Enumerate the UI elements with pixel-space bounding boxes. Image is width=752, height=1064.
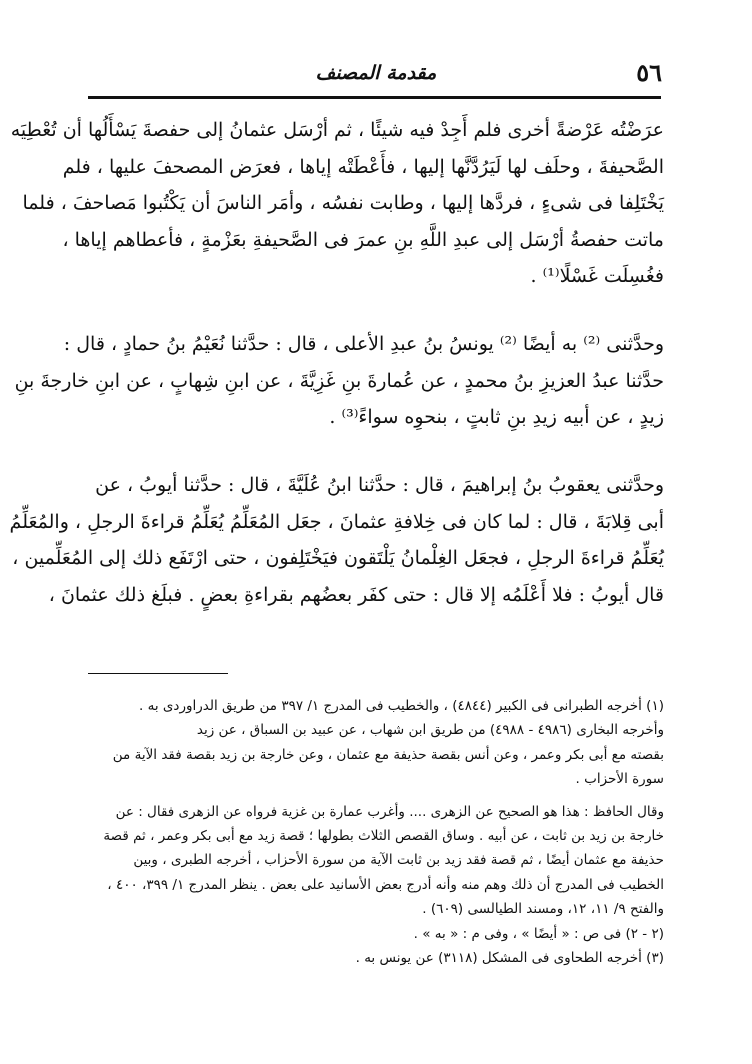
header-rule xyxy=(88,96,661,99)
footnote-line: حذيفة مع عثمان أيضًا ، ثم قصة فقد زيد بن ثابت الآية من سورة الأحزاب ، أخرجه الطبرى ، وبين xyxy=(133,852,664,869)
text-line: قال أيوبُ : فلا أَعْلَمُه إلا قال : حتى كفَر بعضُهم بقراءةِ بعضٍ . فبلَغ ذلك عثمانَ ، xyxy=(48,583,664,606)
footnote-line: (١) أخرجه الطبرانى فى الكبير (٤٨٤٤) ، والخطيب فى المدرج ١/ ٣٩٧ من طريق الدراوردى به . xyxy=(139,698,664,714)
footnote-line: الخطيب فى المدرج أن ذلك وهم منه وأنه أدرج بعض الأسانيد على بعض . ينظر المدرج ١/ ٣٩٩، ٤٠٠ ، xyxy=(107,876,664,893)
paragraph xyxy=(9,467,664,613)
text-line: أبى قِلابَةَ ، قال : لما كان فى خِلافةِ عثمانَ ، جعَل المُعَلِّمُ يُعَلِّمُ قراءةَ الرجلِ ، والمُعَلِّمُ xyxy=(9,510,664,533)
footnote-line: خارجة بن زيد بن ثابت ، عن أبيه . وساق القصص الثلاث بطولها ؛ قصة زيد مع أبى بكر وعمر ، ثم قصة xyxy=(103,827,664,844)
text-line: ماتت حفصةُ أرْسَل إلى عبدِ اللَّهِ بنِ عمرَ فى الصَّحيفةِ بعَزْمةٍ ، فأعطاهم إياها ، xyxy=(62,228,664,251)
footnote-line: وأخرجه البخارى (٤٩٨٦ - ٤٩٨٨) من طريق ابن شهاب ، عن عبيد بن السباق ، عن زيد xyxy=(196,722,664,739)
text-line: حدَّثنا عبدُ العزيزِ بنُ محمدٍ ، عن عُمارةَ بنِ غَزِيَّةَ ، عن ابنِ شِهابٍ ، عن ابنِ خارجةَ بنِ xyxy=(14,369,664,392)
text-line: يَخْتَلِفا فى شىءٍ ، فردَّها إليها ، وطابت نفسُه ، وأمَر الناسَ أن يَكْتُبوا مَصاحفَ ، فلما xyxy=(22,192,664,215)
text-line: وحدَّثنى يعقوبُ بنُ إبراهيمَ ، قال : حدَّثنا ابنُ عُلَيَّةَ ، قال : حدَّثنا أيوبُ ، عن xyxy=(95,474,664,496)
footnote-line: سورة الأحزاب . xyxy=(575,771,664,788)
text-line: وحدَّثنى ⁽²⁾ به أيضًا ⁽²⁾ يونسُ بنُ عبدِ الأعلى ، قال : حدَّثنا نُعَيْمُ بنُ حمادٍ ، قال : xyxy=(63,333,664,355)
footnotes xyxy=(88,694,664,970)
footnote-line: (٣) أخرجه الطحاوى فى المشكل (٣١١٨) عن يونس به . xyxy=(355,949,664,966)
text-line: عرَضْتُه عَرْضةً أخرى فلم أَجِدْ فيه شيئًا ، ثم أرْسَل عثمانُ إلى حفصةَ يَسْأَلُها أن تُعْطِيَه xyxy=(10,119,664,141)
text-line: زيدٍ ، عن أبيه زيدِ بنِ ثابتٍ ، بنحوِه سواءً⁽³⁾ . xyxy=(329,406,664,429)
footnote-line: وقال الحافظ : هذا هو الصحيح عن الزهرى .... وأغرب عمارة بن غزية فرواه عن الزهرى فقال : عن xyxy=(115,803,664,820)
text-line: يُعَلِّمُ قراءةَ الرجلِ ، فجعَل الغِلْمانُ يَلْتَقون فيَخْتَلِفون ، حتى ارْتَفَع ذلك إلى المُعَلِّمين ، xyxy=(12,547,664,570)
running-title: مقدمة المصنف xyxy=(315,62,437,84)
footnote-line: بقصته مع أبى بكر وعمر ، وعن أنس بقصة حذيفة مع عثمان ، وعن خارجة بن زيد بقصة فقد الآية من xyxy=(112,746,664,763)
text-line: الصَّحيفةَ ، وحلَف لها لَيَرُدَّنَّها إليها ، فأَعْطَتْه إياها ، فعرَض المصحفَ عليها ، فلم xyxy=(62,155,664,178)
footnote-separator xyxy=(88,673,228,674)
text-line: فغُسِلَت غَسْلًا⁽¹⁾ . xyxy=(530,265,664,288)
footnote-line: (٢ - ٢) فى ص : « أيضًا » ، وفى م : « به » . xyxy=(413,925,664,942)
page-number: ٥٦ xyxy=(636,58,662,87)
footnote-line: والفتح ٩/ ١١، ١٢، ومسند الطيالسى (٦٠٩) . xyxy=(422,901,664,918)
paragraph xyxy=(10,112,664,295)
paragraph xyxy=(14,326,664,436)
